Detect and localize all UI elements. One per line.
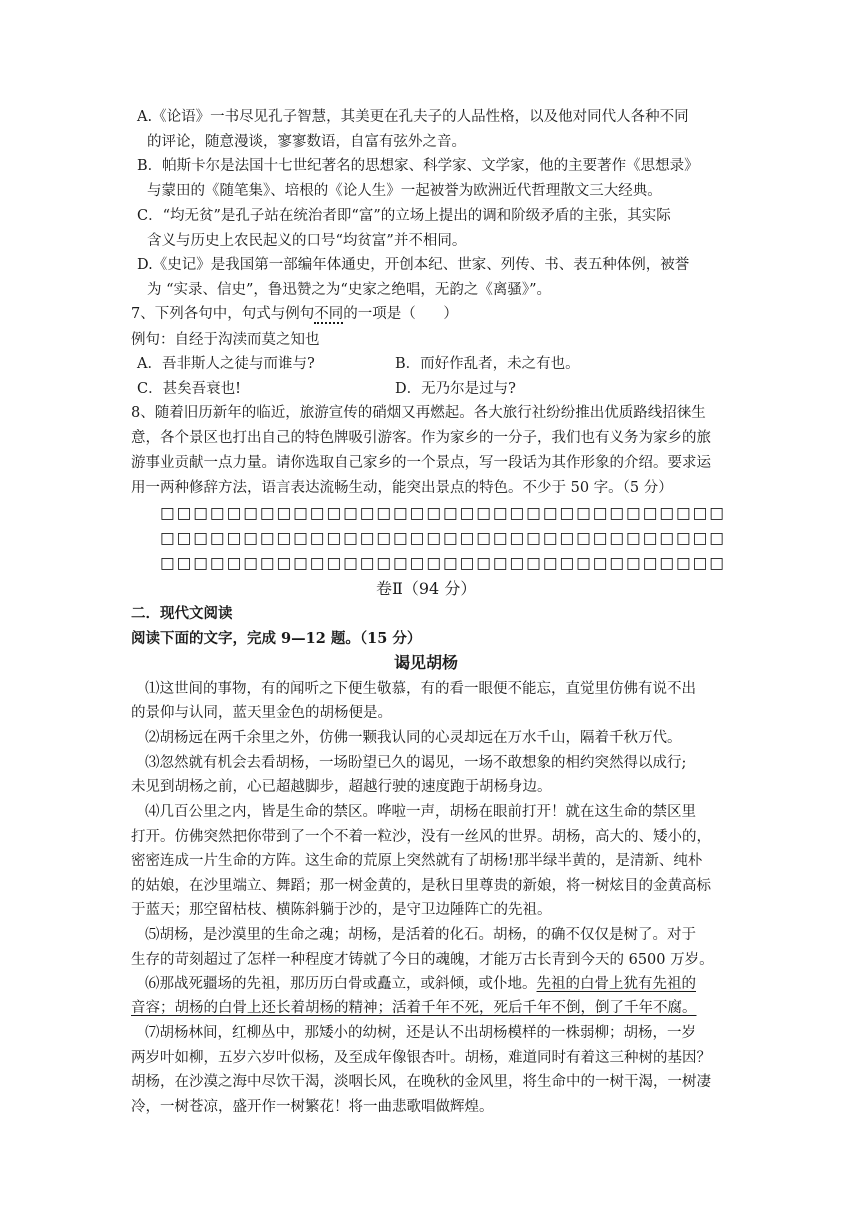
q7-option-d: D．无乃尔是过与? <box>395 381 516 397</box>
q8-line4: 用一两种修辞方法，语言表达流畅生动，能突出景点的特色。不少于 50 字。（5 分） <box>131 480 673 496</box>
para7-line3: 胡杨，在沙漠之海中尽饮干渴，淡咽长风，在晚秋的金风里，将生命中的一树干渴，一树凄 <box>131 1074 711 1090</box>
para7-line4: 冷，一树苍凉，盛开作一树繁花！将一曲悲歌唱做辉煌。 <box>131 1099 494 1115</box>
para7-line1: ⑺胡杨林间，红柳丛中，那矮小的幼树，还是认不出胡杨模样的一株弱柳；胡杨，一岁 <box>145 1025 696 1041</box>
q7-stem-before: 7、下列各句中，句式与例句 <box>131 306 315 322</box>
para4-line4: 的姑娘，在沙里端立、舞蹈；那一树金黄的，是秋日里尊贵的新娘，将一树炫目的金黄高标 <box>131 878 711 894</box>
option-b-line1: B．帕斯卡尔是法国十七世纪著名的思想家、科学家、文学家，他的主要著作《思想录》 <box>137 158 699 174</box>
para2: ⑵胡杨远在两千余里之外，仿佛一颗我认同的心灵却远在万水千山，隔着千秋万代。 <box>145 730 682 746</box>
para3-line1: ⑶忽然就有机会去看胡杨，一场盼望已久的谒见，一场不敢想象的相约突然得以成行; <box>145 755 687 771</box>
para4-line2: 打开。仿佛突然把你带到了一个不着一粒沙，没有一丝风的世界。胡杨，高大的、矮小的， <box>131 829 711 845</box>
para7-line2: 两岁叶如柳，五岁六岁叶似杨，及至成年像银杏叶。胡杨，难道同时有着这三种树的基因？ <box>131 1050 711 1066</box>
para4-line3: 密密连成一片生命的方阵。这生命的荒原上突然就有了胡杨!那半绿半黄的，是清新、纯朴 <box>131 853 703 869</box>
q7-stem <box>131 304 458 324</box>
para3-line2: 未见到胡杨之前，心已超越脚步，超越行驶的速度跑于胡杨身边。 <box>131 779 552 795</box>
q7-option-c: C．甚矣吾衰也! <box>137 381 241 397</box>
para6-line1 <box>145 974 696 994</box>
answer-grid-row-2: □□□□□□□□□□□□□□□□□□□□□□□□□□□□□□□□□□ <box>160 529 726 547</box>
section-heading: 二．现代文阅读 <box>131 605 233 622</box>
q7-stem-after: 的一项是（ ） <box>343 306 458 322</box>
para5-line1: ⑸胡杨，是沙漠里的生命之魂；胡杨，是活着的化石。胡杨，的确不仅仅是树了。对于 <box>145 927 696 943</box>
q7-stem-emphasis: 不同 <box>314 306 344 322</box>
para1-line1: ⑴这世间的事物，有的闻听之下便生敬慕，有的看一眼便不能忘，直觉里仿佛有说不出 <box>145 681 696 697</box>
article-title: 谒见胡杨 <box>394 653 459 672</box>
option-d-line1: D.《史记》是我国第一部编年体通史，开创本纪、世家、列传、书、表五种体例，被誉 <box>137 257 690 273</box>
q7-example: 例句：自经于沟渎而莫之知也 <box>131 332 320 348</box>
para6-text: ⑹那战死疆场的先祖，那历历白骨或矗立，或斜倾，或仆地。 <box>145 976 537 992</box>
option-b-line2: 与蒙田的《随笔集》、培根的《论人生》一起被誉为欧洲近代哲理散文三大经典。 <box>147 183 662 199</box>
q7-option-a: A．吾非斯人之徒与而谁与? <box>137 356 315 372</box>
answer-grid-row-3: □□□□□□□□□□□□□□□□□□□□□□□□□□□□□□□□□□ <box>160 554 726 572</box>
q8-line3: 游事业贡献一点力量。请你选取自己家乡的一个景点，写一段话为其作形象的介绍。要求运 <box>131 455 711 471</box>
volume-heading: 卷Ⅱ（94 分） <box>376 579 477 598</box>
para6-underlined-start: 先祖的白骨上犹有先祖的 <box>536 976 696 992</box>
para4-line1: ⑷几百公里之内，皆是生命的禁区。哗啦一声，胡杨在眼前打开！就在这生命的禁区里 <box>145 804 696 820</box>
option-c-line2: 含义与历史上农民起义的口号“均贫富”并不相同。 <box>147 233 467 249</box>
option-d-line2: 为 “实录、信史”，鲁迅赞之为“史家之绝唱，无韵之《离骚》”。 <box>147 282 552 298</box>
option-a-line2: 的评论，随意漫谈，寥寥数语，自富有弦外之音。 <box>147 134 466 150</box>
para6-underlined-line: 音容；胡杨的白骨上还长着胡杨的精神；活着千年不死，死后千年不倒，倒了千年不腐。 <box>131 1000 697 1016</box>
option-c-line1: C．“均无贫”是孔子站在统治者即“富”的立场上提出的调和阶级矛盾的主张，其实际 <box>137 208 671 224</box>
q8-line1: 8、随着旧历新年的临近，旅游宣传的硝烟又再燃起。各大旅行社纷纷推出优质路线招徕生 <box>131 405 706 421</box>
q8-line2: 意，各个景区也打出自己的特色牌吸引游客。作为家乡的一分子，我们也有义务为家乡的旅 <box>131 430 711 446</box>
option-a-line1: A.《论语》一书尽见孔子智慧，其美更在孔夫子的人品性格，以及他对同代人各种不同 <box>137 109 689 125</box>
answer-grid-row-1: □□□□□□□□□□□□□□□□□□□□□□□□□□□□□□□□□□ <box>160 504 726 522</box>
para4-line5: 于蓝天；那空留枯枝、横陈斜躺于沙的，是守卫边陲阵亡的先祖。 <box>131 902 552 918</box>
para1-line2: 的景仰与认同，蓝天里金色的胡杨便是。 <box>131 705 392 721</box>
para5-line2: 生存的苛刻超过了怎样一种程度才铸就了今日的魂魄，才能万古长青到今天的 6500 万岁。 <box>131 952 714 968</box>
q7-option-b: B．而好作乱者，未之有也。 <box>395 356 580 372</box>
reading-instruction: 阅读下面的文字，完成 9—12 题。（15 分） <box>131 630 422 647</box>
